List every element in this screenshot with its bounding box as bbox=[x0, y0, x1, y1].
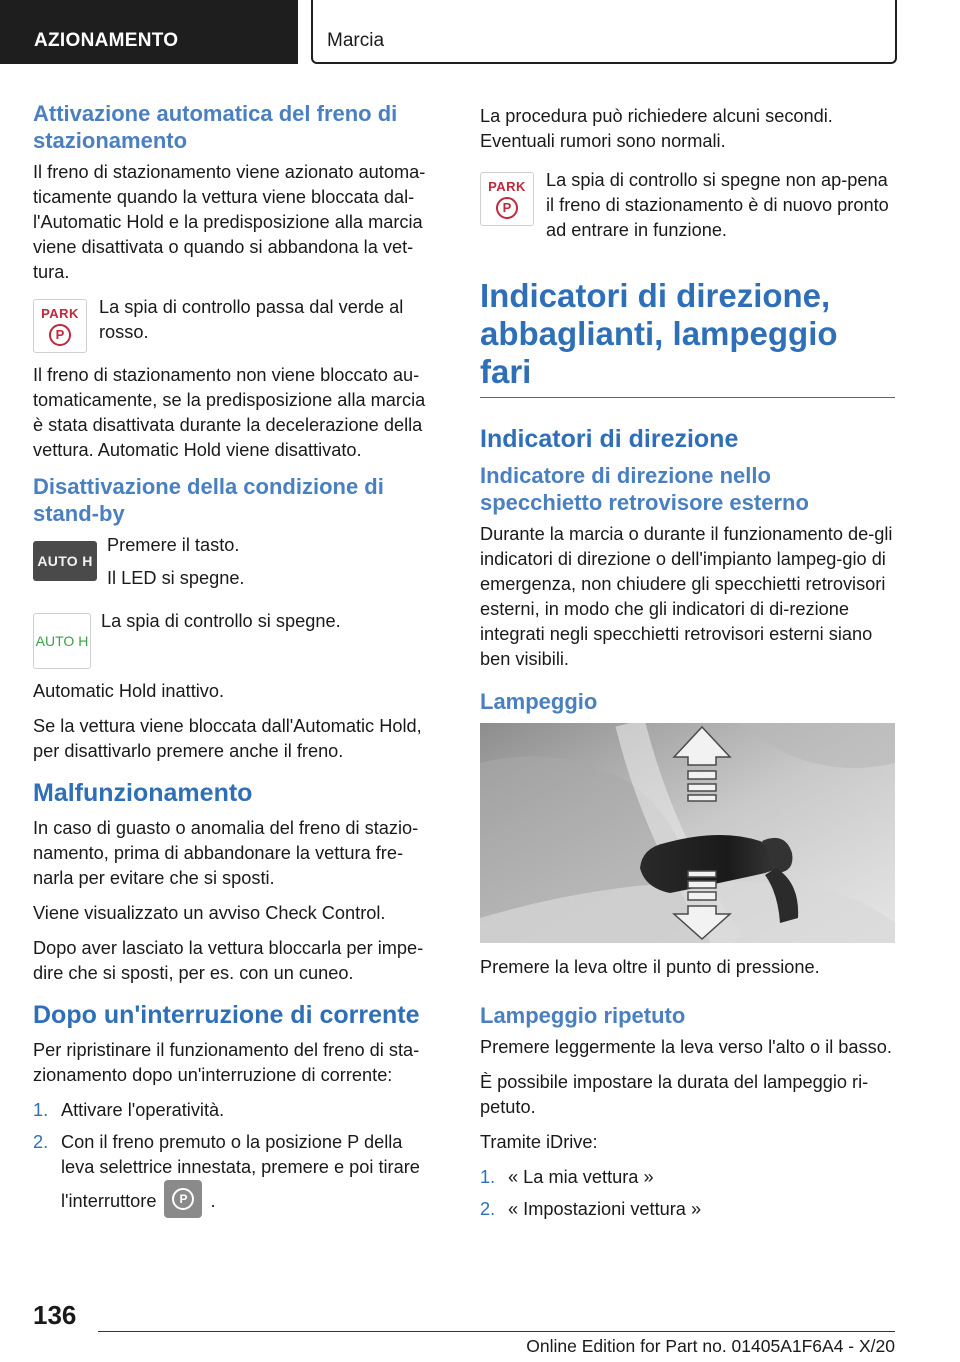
indicator-green-red-text: La spia di controllo passa dal verde al rosso. bbox=[99, 297, 404, 342]
paragraph-idrive: Tramite iDrive: bbox=[480, 1132, 598, 1152]
park-brake-icon: PARK P bbox=[33, 299, 87, 353]
paragraph-malfunction-3: Dopo aver lasciato la vettura bloccarla per impe-dire che si sposti, per es. con un cuneo. bbox=[33, 938, 424, 983]
paragraph-malfunction-1: In caso di guasto o anomalia del freno di stazio-namento, prima di abbandonare la vettura fre-narla per evitare che si sposti. bbox=[33, 818, 419, 888]
indicator-ready-text: La spia di controllo si spegne non ap-pena il freno di stazionamento è di nuovo pronto ad entrare in funzione. bbox=[546, 170, 889, 240]
footer-edition: Online Edition for Part no. 01405A1F6A4 - X/20 bbox=[526, 1336, 895, 1356]
paragraph-auto-activation: Il freno di stazionamento viene azionato automa-ticamente quando la vettura viene bloccata dal-l'Automatic Hold e la predisposizione alla marcia viene disattivata o quando si abbandona la vet-tura. bbox=[33, 162, 426, 282]
heading-repeated-flash: Lampeggio ripetuto bbox=[480, 1003, 686, 1028]
paragraph-mirror-indicator: Durante la marcia o durante il funzionamento de-gli indicatori di direzione o dell'impianto lampeg-gio di emergenza, non chiudere gli specchietti retrovisori esterni, in modo che gli indicatori di di-rezione integrati negli specchietti retrovisori esterni siano ben visibili. bbox=[480, 524, 893, 669]
parking-brake-switch-icon: P bbox=[164, 1180, 202, 1218]
list-item: 2. « Impostazioni vettura » bbox=[480, 1199, 702, 1219]
park-indicator-row bbox=[33, 295, 439, 353]
autoh-button-row bbox=[33, 533, 439, 599]
paragraph-power-interruption: Per ripristinare il funzionamento del freno di sta-zionamento dopo un'interruzione di corrente: bbox=[33, 1040, 420, 1085]
indicator-off-text: La spia di controllo si spegne. bbox=[101, 611, 341, 631]
paragraph-flash: Premere la leva oltre il punto di pressione. bbox=[480, 957, 820, 977]
list-item: 1. « La mia vettura » bbox=[480, 1167, 654, 1187]
press-button-text: Premere il tasto. bbox=[107, 535, 240, 555]
led-off-text: Il LED si spegne. bbox=[107, 568, 245, 588]
heading-turn-signals-main: Indicatori di direzione, abbaglianti, lampeggio fari bbox=[480, 277, 895, 398]
header-chapter-tab bbox=[311, 0, 897, 64]
hold-inactive-text: Automatic Hold inattivo. bbox=[33, 681, 225, 701]
header-section-tab bbox=[0, 0, 298, 64]
heading-mirror-indicator: Indicatore di direzione nello specchietto retrovisore esterno bbox=[480, 463, 809, 515]
auto-hold-button-icon: AUTO H bbox=[33, 541, 97, 581]
paragraph-malfunction-2: Viene visualizzato un avviso Check Control. bbox=[33, 903, 386, 923]
heading-flash: Lampeggio bbox=[480, 689, 598, 714]
park-brake-icon: PARK P bbox=[480, 172, 534, 226]
paragraph-repeated-flash-2: È possibile impostare la durata del lampeggio ri-petuto. bbox=[480, 1072, 869, 1117]
header-section-label: AZIONAMENTO bbox=[34, 30, 179, 51]
autoh-indicator-row bbox=[33, 609, 439, 669]
heading-standby: Disattivazione della condizione di stand-by bbox=[33, 474, 384, 526]
page-number: 136 bbox=[33, 1300, 77, 1330]
restore-steps-list bbox=[33, 1098, 439, 1224]
park-indicator-row-2 bbox=[480, 168, 895, 251]
left-column bbox=[33, 100, 439, 1234]
paragraph-locked-hold: Se la vettura viene bloccata dall'Automatic Hold, per disattivarlo premere anche il freno. bbox=[33, 716, 422, 761]
turn-signal-lever-image bbox=[480, 723, 895, 943]
idrive-steps-list bbox=[480, 1165, 895, 1222]
heading-malfunction: Malfunzionamento bbox=[33, 779, 253, 807]
heading-power-interruption: Dopo un'interruzione di corrente bbox=[33, 1001, 420, 1029]
header-chapter-label: Marcia bbox=[327, 30, 385, 51]
paragraph-repeated-flash-1: Premere leggermente la leva verso l'alto o il basso. bbox=[480, 1037, 892, 1057]
list-item: 2. Con il freno premuto o la posizione P della leva selettrice innestata, premere e poi tirare l'interruttore P . bbox=[33, 1130, 439, 1224]
heading-turn-signals: Indicatori di direzione bbox=[480, 425, 739, 453]
paragraph-procedure: La procedura può richiedere alcuni secondi. Eventuali rumori sono normali. bbox=[480, 106, 833, 151]
footer-divider bbox=[98, 1331, 895, 1332]
heading-auto-activation: Attivazione automatica del freno di stazionamento bbox=[33, 101, 398, 153]
paragraph-not-locked: Il freno di stazionamento non viene bloccato au-tomaticamente, se la predisposizione alla marcia è stata disattivata durante la decelerazione della vettura. Automatic Hold viene disattivato. bbox=[33, 365, 426, 460]
right-column bbox=[480, 104, 895, 1232]
list-item: 1. Attivare l'operatività. bbox=[33, 1100, 225, 1120]
auto-hold-indicator-icon: AUTO H bbox=[33, 613, 91, 669]
